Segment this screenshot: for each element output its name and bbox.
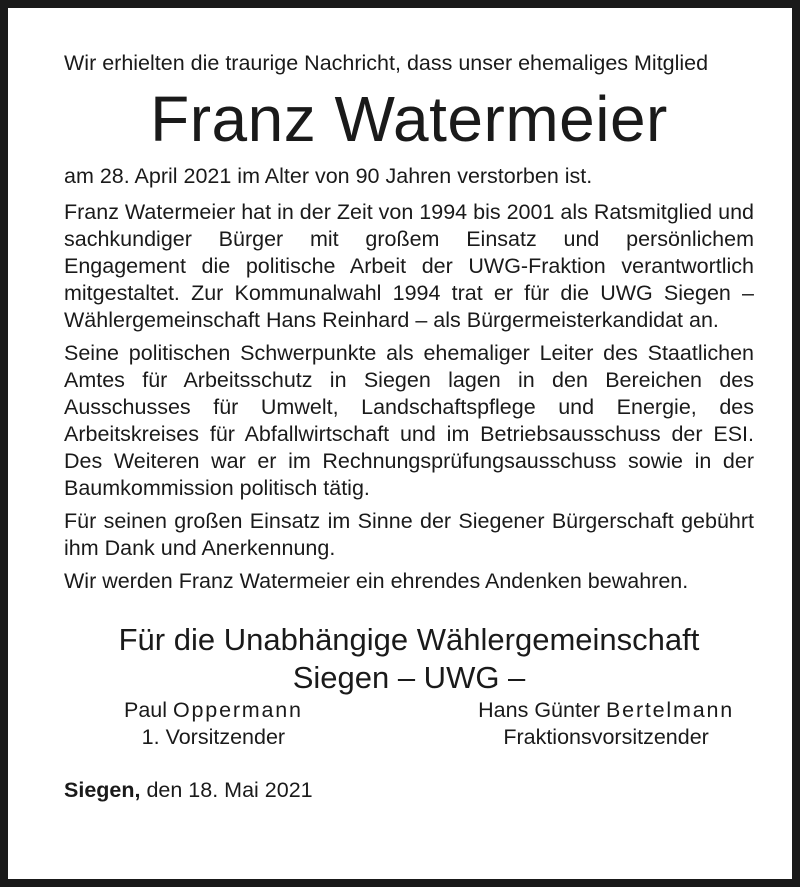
place-name: Siegen, (64, 778, 141, 802)
signatory-2 (478, 697, 734, 751)
signatory-2-first: Hans Günter (478, 698, 601, 722)
place-date (64, 777, 754, 804)
signatory-2-role: Fraktionsvorsitzender (503, 725, 709, 749)
paragraph-thanks: Für seinen großen Einsatz im Sinne der Siegener Bürgerschaft gebührt ihm Dank und Anerkennung. (64, 509, 754, 560)
signatory-1 (124, 697, 303, 751)
death-text: am 28. April 2021 im Alter von 90 Jahren verstorben ist. (64, 164, 593, 188)
organization-line1: Für die Unabhängige Wählergemeinschaft (118, 622, 700, 657)
organization-block (64, 621, 754, 697)
notice-content (64, 50, 754, 804)
paragraph-career: Franz Watermeier hat in der Zeit von 1994 bis 2001 als Ratsmitglied und sachkundiger Bürger mit großem Einsatz und persönlichem Engagement die politische Arbeit der UWG-Fraktion verantwortlich mitgestaltet. Zur Kommunalwahl 1994 trat er für die UWG Siegen – Wählergemeinschaft Hans Reinhard – als Bürgermeisterkandidat an. (64, 200, 754, 332)
intro-text: Wir erhielten die traurige Nachricht, dass unser ehemaliges Mitglied (64, 51, 709, 75)
date-text: den 18. Mai 2021 (146, 778, 313, 802)
signatory-1-first: Paul (124, 698, 168, 722)
signatory-1-role: 1. Vorsitzender (141, 725, 286, 749)
paragraph-focus: Seine politischen Schwerpunkte als ehemaliger Leiter des Staatlichen Amtes für Arbeitsschutz in Siegen lagen in den Bereichen des Ausschusses für Umwelt, Landschaftspflege und Energie, des Arbeitskreises für Abfallwirtschaft und im Betriebsausschuss der ESI. Des Weiteren war er im Rechnungsprüfungsausschuss sowie in der Baumkommission politisch tätig. (64, 341, 754, 500)
paragraph-memory: Wir werden Franz Watermeier ein ehrendes Andenken bewahren. (64, 569, 689, 593)
organization-line2: Siegen – UWG – (292, 660, 526, 695)
signatory-2-name (478, 697, 734, 724)
signatures (64, 697, 754, 751)
deceased-name: Franz Watermeier (150, 83, 668, 155)
signatory-1-last: Oppermann (173, 698, 303, 722)
signatory-2-last: Bertelmann (606, 698, 734, 722)
signatory-1-name (124, 697, 303, 724)
